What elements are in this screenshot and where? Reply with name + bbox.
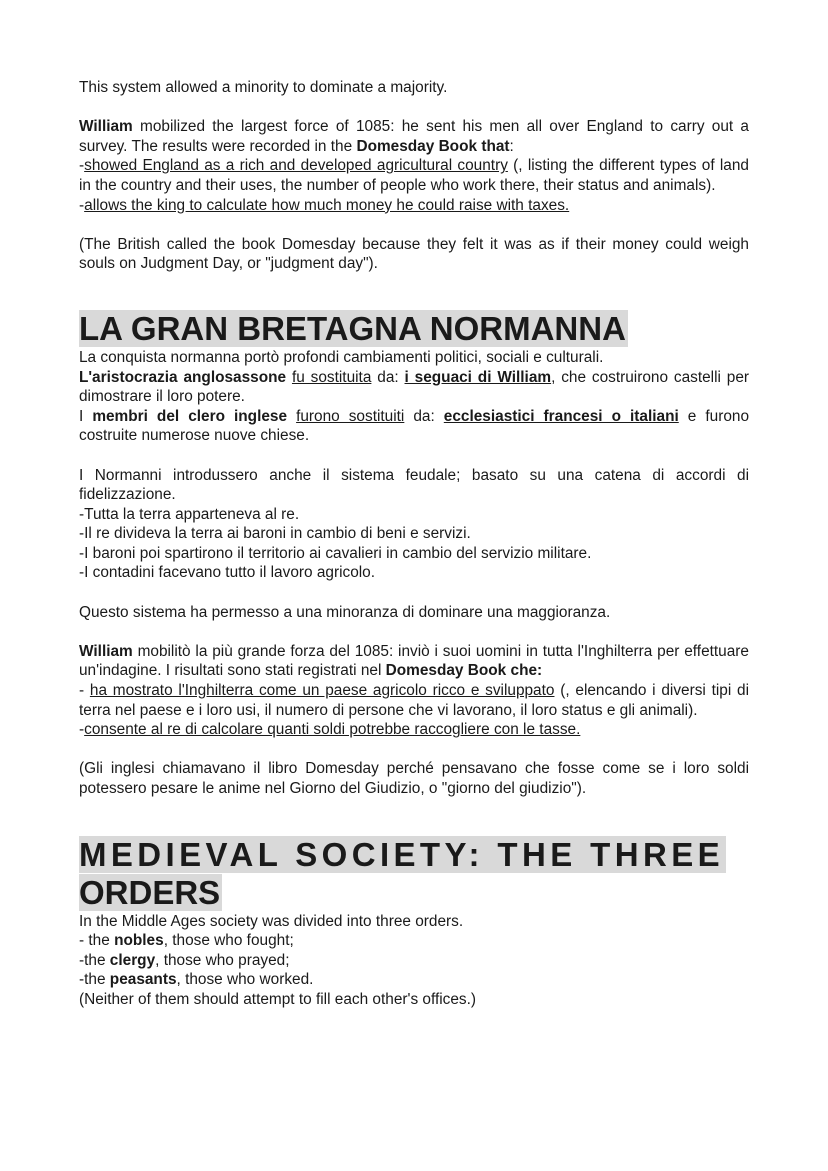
bullet-taxes: -allows the king to calculate how much money he could raise with taxes. bbox=[79, 196, 570, 214]
list-item-nobles: - the nobles, those who fought; bbox=[79, 932, 294, 950]
paragraph-conquista: La conquista normanna portò profondi cambiamenti politici, sociali e culturali. bbox=[79, 348, 604, 366]
list-item: -Tutta la terra apparteneva al re. bbox=[79, 505, 300, 523]
document-page bbox=[79, 78, 749, 1010]
list-item: -I baroni poi spartirono il territorio ai cavalieri in cambio del servizio militare. bbox=[79, 544, 592, 562]
paragraph-william-indagine: William mobilitò la più grande forza del 1085: inviò i suoi uomini in tutta l'Inghilterra per effettuare un'indagine. I risultati sono stati registrati nel Domesday Book che: bbox=[79, 642, 749, 680]
list-item: -Il re divideva la terra ai baroni in cambio di beni e servizi. bbox=[79, 525, 471, 543]
paragraph-aristocrazia: L'aristocrazia anglosassone fu sostituita da: i seguaci di William, che costruirono castelli per dimostrare il loro potere. bbox=[79, 368, 750, 406]
paragraph-domesday-note: (The British called the book Domesday because they felt it was as if their money could weigh souls on Judgment Day, or "judgment day"). bbox=[79, 235, 749, 273]
paragraph-clero: I membri del clero inglese furono sostituiti da: ecclesiastici francesi o italiani e furono costruite numerose nuove chiese. bbox=[79, 407, 750, 445]
bullet-rich-country: -showed England as a rich and developed agricultural country (, listing the different types of land in the country and their uses, the number of people who work there, their status and animals). bbox=[79, 157, 749, 194]
domesday-book-label: Domesday Book that bbox=[356, 137, 510, 155]
paragraph-domesday-nota: (Gli inglesi chiamavano il libro Domesday perché pensavano che fosse come se i loro soldi potessero pesare le anime nel Giorno del Giudizio, o "giorno del giudizio"). bbox=[79, 760, 749, 797]
paragraph-minoranza: Questo sistema ha permesso a una minoranza di dominare una maggioranza. bbox=[79, 603, 611, 621]
william-name: William bbox=[79, 118, 133, 136]
heading-medieval-society: MEDIEVAL SOCIETY: THE THREE ORDERS bbox=[79, 835, 725, 911]
heading-gran-bretagna: LA GRAN BRETAGNA NORMANNA bbox=[79, 309, 626, 347]
bullet-tasse: -consente al re di calcolare quanti soldi potrebbe raccogliere con le tasse. bbox=[79, 721, 581, 739]
paragraph-minority: This system allowed a minority to dominate a majority. bbox=[79, 79, 448, 96]
paragraph-three-orders: In the Middle Ages society was divided into three orders. bbox=[79, 912, 464, 930]
list-item: -I contadini facevano tutto il lavoro agricolo. bbox=[79, 564, 376, 582]
list-item-peasants: -the peasants, those who worked. bbox=[79, 971, 314, 989]
paragraph-feudale: I Normanni introdussero anche il sistema feudale; basato su una catena di accordi di fidelizzazione. bbox=[79, 466, 749, 504]
list-item-clergy: -the clergy, those who prayed; bbox=[79, 951, 290, 969]
bullet-paese-agricolo: - ha mostrato l'Inghilterra come un paese agricolo ricco e sviluppato (, elencando i diversi tipi di terra nel paese e i loro usi, il numero di persone che vi lavorano, il loro status e gli animali). bbox=[79, 682, 750, 719]
paragraph-closing: (Neither of them should attempt to fill each other's offices.) bbox=[79, 990, 477, 1008]
paragraph-william-survey: William mobilized the largest force of 1085: he sent his men all over England to carry out a survey. The results were recorded in the Domesday Book that: bbox=[79, 118, 749, 155]
